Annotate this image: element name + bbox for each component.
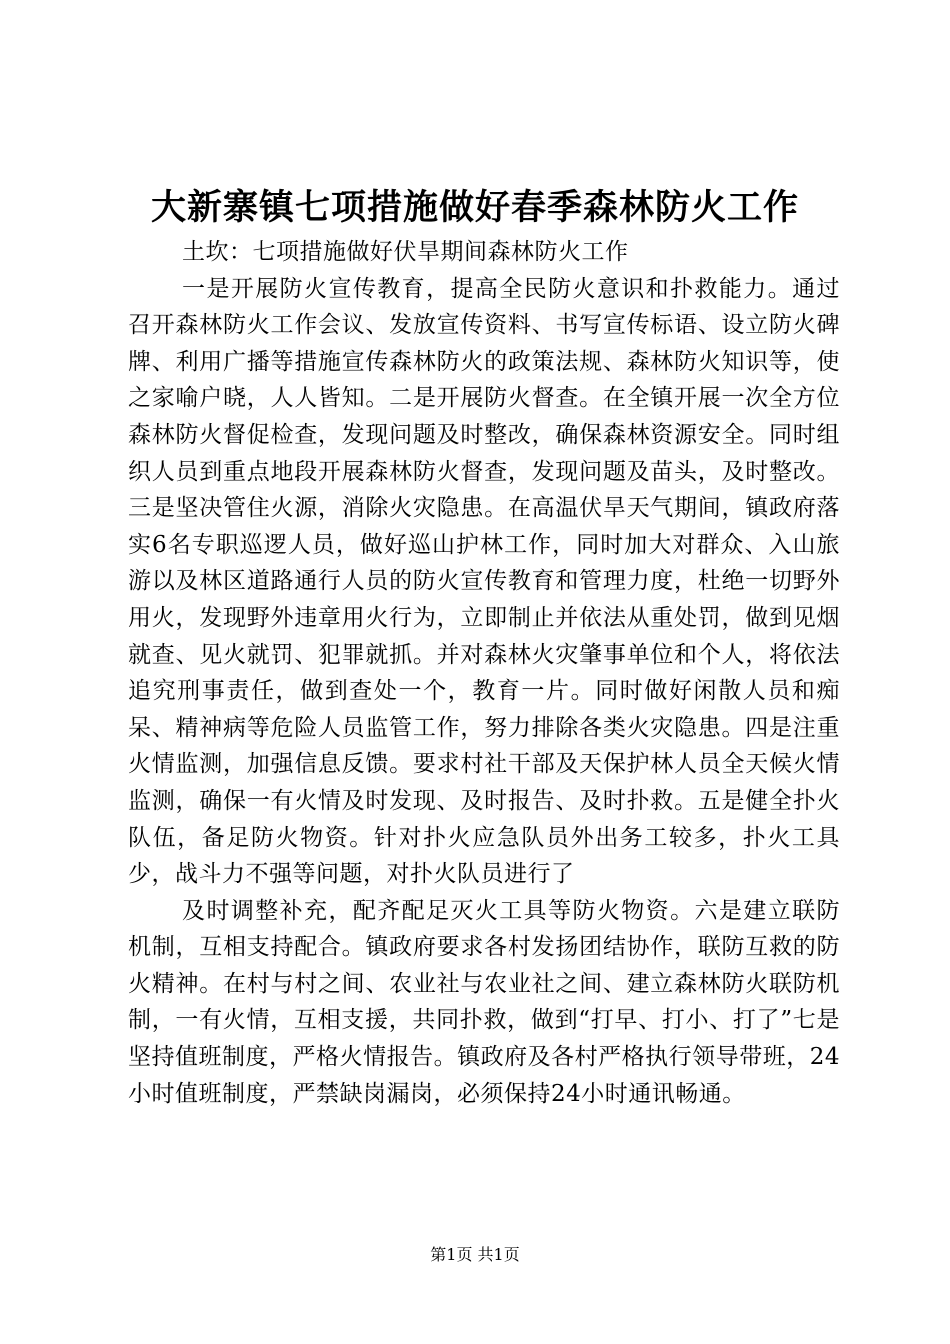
paragraph-continued: 及时调整补充，配齐配足灭火工具等防火物资。六是建立联防机制，互相支持配合。镇政府要求各村发扬团结协作，联防互救的防火精神。在村与村之间、农业社与农业社之间、建立森林防火联防机制，一有火情，互相支援，共同扑救，做到“打早、打小、打了”七是坚持值班制度，严格火情报告。镇政府及各村严格执行领导带班，24小时值班制度，严禁缺岗漏岗，必须保持24小时通讯畅通。 <box>128 897 840 1107</box>
document-body <box>128 234 840 1112</box>
document-title: 大新寨镇七项措施做好春季森林防火工作 <box>150 187 799 228</box>
paragraph-subtitle: 土坎：七项措施做好伏旱期间森林防火工作 <box>182 239 629 265</box>
paragraph-main: 一是开展防火宣传教育，提高全民防火意识和扑救能力。通过召开森林防火工作会议、发放宣传资料、书写宣传标语、设立防火碑牌、利用广播等措施宣传森林防火的政策法规、森林防火知识等，使之家喻户晓，人人皆知。二是开展防火督查。在全镇开展一次全方位森林防火督促检查，发现问题及时整改，确保森林资源安全。同时组织人员到重点地段开展森林防火督查，发现问题及苗头，及时整改。三是坚决管住火源，消除火灾隐患。在高温伏旱天气期间，镇政府落实6名专职巡逻人员，做好巡山护林工作，同时加大对群众、入山旅游以及林区道路通行人员的防火宣传教育和管理力度，杜绝一切野外用火，发现野外违章用火行为，立即制止并依法从重处罚，做到见烟就查、见火就罚、犯罪就抓。并对森林火灾肇事单位和个人，将依法追究刑事责任，做到查处一个，教育一片。同时做好闲散人员和痴呆、精神病等危险人员监管工作，努力排除各类火灾隐患。四是注重火情监测，加强信息反馈。要求村社干部及天保护林人员全天候火情监测，确保一有火情及时发现、及时报告、及时扑救。五是健全扑火队伍，备足防火物资。针对扑火应急队员外出务工较多，扑火工具少，战斗力不强等问题，对扑火队员进行了 <box>128 275 840 888</box>
page-footer: 第1页 共1页 <box>430 1245 520 1264</box>
